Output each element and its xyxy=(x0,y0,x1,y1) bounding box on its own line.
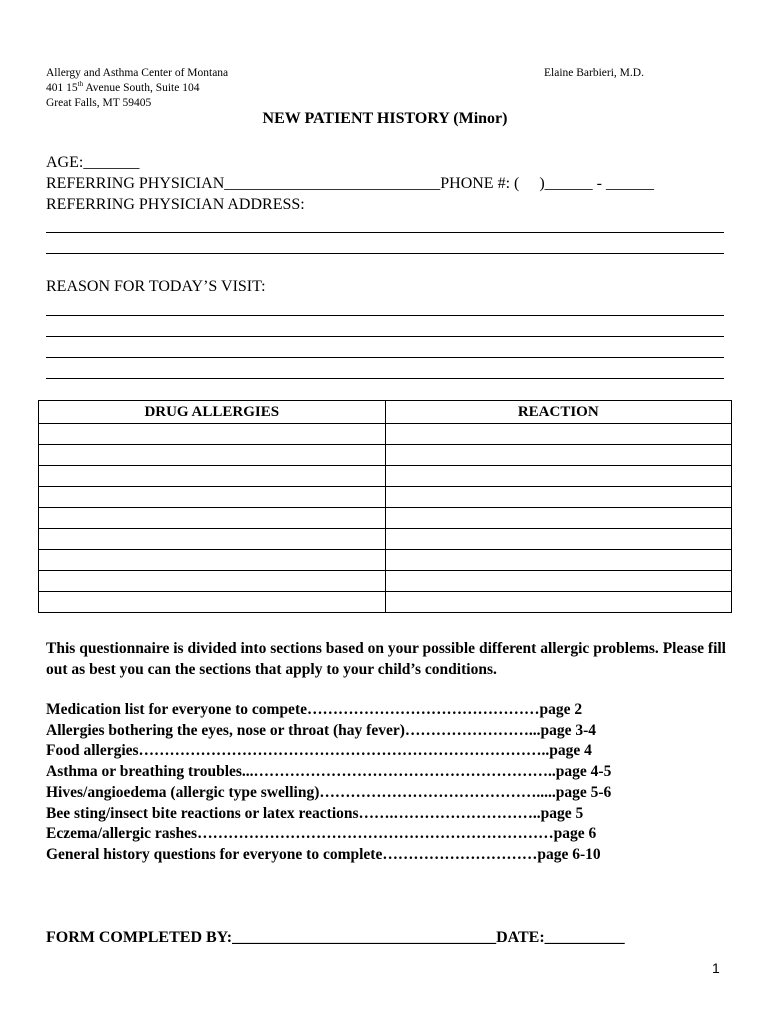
drug-cell[interactable] xyxy=(39,445,386,466)
toc-item: Bee sting/insect bite reactions or latex reactions…….………………………..page 5 xyxy=(46,804,584,822)
drug-cell[interactable] xyxy=(39,466,386,487)
drug-allergies-table xyxy=(38,400,732,613)
address-line-2[interactable] xyxy=(46,253,724,254)
drug-cell[interactable] xyxy=(39,592,386,613)
drug-cell[interactable] xyxy=(39,529,386,550)
reaction-cell[interactable] xyxy=(385,550,732,571)
reaction-cell[interactable] xyxy=(385,487,732,508)
drug-cell[interactable] xyxy=(39,424,386,445)
reaction-cell[interactable] xyxy=(385,424,732,445)
drug-cell[interactable] xyxy=(39,487,386,508)
clinic-street: 401 15th Avenue South, Suite 104 xyxy=(46,80,200,94)
clinic-name: Allergy and Asthma Center of Montana xyxy=(46,67,229,79)
table-row xyxy=(39,550,732,571)
table-row xyxy=(39,487,732,508)
toc-item: General history questions for everyone to complete…………………………page 6-10 xyxy=(46,845,601,863)
toc-item: Food allergies……………………………………………………………………..page 4 xyxy=(46,742,592,760)
reason-line-4[interactable] xyxy=(46,378,724,379)
doctor-name: Elaine Barbieri, M.D. xyxy=(544,67,644,79)
reaction-cell[interactable] xyxy=(385,445,732,466)
page-number: 1 xyxy=(712,960,720,976)
reaction-header: REACTION xyxy=(385,401,732,424)
drug-allergies-header: DRUG ALLERGIES xyxy=(39,401,386,424)
table-row xyxy=(39,424,732,445)
toc-item: Asthma or breathing troubles...…………………………………………………..page 4-5 xyxy=(46,763,612,781)
drug-cell[interactable] xyxy=(39,508,386,529)
reaction-cell[interactable] xyxy=(385,592,732,613)
reaction-cell[interactable] xyxy=(385,529,732,550)
table-row xyxy=(39,592,732,613)
reason-line-2[interactable] xyxy=(46,336,724,337)
clinic-city: Great Falls, MT 59405 xyxy=(46,97,152,109)
reaction-cell[interactable] xyxy=(385,466,732,487)
toc-item: Hives/angioedema (allergic type swelling)…………………………………….....page 5-6 xyxy=(46,783,612,801)
clinic-address-block xyxy=(46,66,228,111)
reason-line-1[interactable] xyxy=(46,315,724,316)
table-row xyxy=(39,529,732,550)
reason-label: REASON FOR TODAY’S VISIT: xyxy=(46,278,266,295)
table-row xyxy=(39,445,732,466)
section-index xyxy=(46,700,611,866)
toc-item: Medication list for everyone to compete………………………………………page 2 xyxy=(46,701,583,718)
form-completed-by-field[interactable]: FORM COMPLETED BY:_________________________________DATE:__________ xyxy=(46,929,625,946)
age-field[interactable]: AGE:_______ xyxy=(46,154,140,171)
reaction-cell[interactable] xyxy=(385,508,732,529)
table-row xyxy=(39,466,732,487)
address-line-1[interactable] xyxy=(46,232,724,233)
toc-item: Eczema/allergic rashes……………………………………………………………page 6 xyxy=(46,825,597,843)
reaction-cell[interactable] xyxy=(385,571,732,592)
physician-address-label: REFERRING PHYSICIAN ADDRESS: xyxy=(46,196,305,213)
table-row xyxy=(39,508,732,529)
page-title: NEW PATIENT HISTORY (Minor) xyxy=(262,110,508,127)
table-row xyxy=(39,571,732,592)
reason-line-3[interactable] xyxy=(46,357,724,358)
questionnaire-intro: This questionnaire is divided into sections based on your possible different allergic problems. Please fill out as best you can the sections that apply to your child’s conditions. xyxy=(46,640,726,678)
referring-physician-field[interactable]: REFERRING PHYSICIAN___________________________PHONE #: ( )______ - ______ xyxy=(46,175,655,192)
drug-cell[interactable] xyxy=(39,571,386,592)
drug-cell[interactable] xyxy=(39,550,386,571)
toc-item: Allergies bothering the eyes, nose or throat (hay fever)……………………...page 3-4 xyxy=(46,721,597,739)
